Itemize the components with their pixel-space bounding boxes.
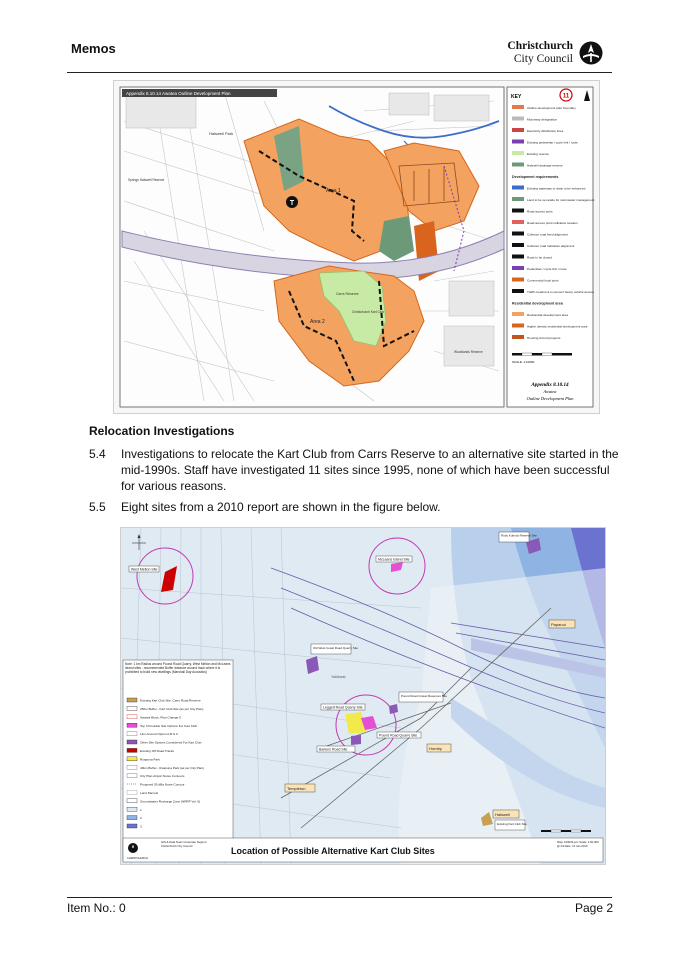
legend-label: Collector road indicative alignment — [527, 243, 575, 248]
old-west-label: Old West Coast Road Quarry Site — [313, 646, 358, 650]
legend-swatch — [127, 732, 137, 736]
barkers-site-marker — [351, 735, 361, 745]
legend-swatch — [512, 232, 524, 236]
legend-label: Existing waterway or drain to be enhanced — [527, 186, 586, 191]
legend-swatch — [127, 765, 137, 769]
area-2-label: Area 2 — [310, 319, 325, 325]
templeton-label: Templeton — [287, 786, 306, 791]
odp-caption-line-3: Outline Development Plan — [526, 396, 574, 401]
legend-swatch — [512, 163, 524, 167]
figure-awatea-odp — [113, 80, 600, 414]
legend-swatch — [127, 723, 137, 727]
legend-label: Motorway designation — [527, 117, 558, 122]
legend-swatch — [512, 289, 524, 293]
legend-label: Housing Accord projects — [527, 335, 561, 340]
section-heading: Relocation Investigations — [89, 424, 235, 438]
document-type-title: Memos — [71, 41, 116, 56]
paragraph-number: 5.5 — [89, 500, 106, 514]
legend-swatch — [512, 140, 524, 144]
svg-text:CHRISTCHURCH: CHRISTCHURCH — [127, 857, 148, 860]
legend-label: 1km Around Option A,B & C — [140, 732, 179, 737]
legend-label: Commercial focal point — [527, 278, 559, 283]
legend-swatch — [512, 105, 524, 109]
legend-label: Higher density residential development area — [527, 324, 588, 329]
pound-gravel-label: Pound Road Gravel Reserves Site — [401, 694, 447, 698]
west-melton-label: West Melton Site — [131, 567, 158, 572]
legend-label: Existing reserve — [527, 151, 550, 156]
legend-label: Halswell drainage reserve — [527, 163, 563, 168]
leggett-label: Leggett Road Quarry Site — [323, 705, 363, 710]
sites-map-title: Location of Possible Alternative Kart Club Sites — [231, 846, 435, 856]
legend-swatch — [512, 128, 524, 132]
existing-site-label: Existing Kart Club Site — [497, 822, 527, 826]
key-title: KEY — [511, 94, 522, 100]
legend-label: Land to be set aside for stormwater management — [527, 197, 595, 202]
legend-swatch — [127, 790, 137, 794]
council-logo — [498, 40, 603, 68]
figure-alternative-sites — [120, 527, 606, 865]
odp-caption-line-2: Awatea — [543, 389, 557, 394]
legend-swatch — [127, 824, 137, 828]
legend-swatch — [512, 197, 524, 201]
legend-swatch — [512, 117, 524, 121]
item-number: Item No.: 0 — [67, 901, 126, 915]
sites-note: Note: 1 km Radius around Pound Road Quarry, West Melton and McLeans Island sites - recommended Buffer distance around track where it is prohibited to build new dwellings (Marshall Day Acoustics) — [125, 662, 231, 674]
footer-rule — [67, 897, 612, 898]
traffic-treatment-marker: T — [289, 200, 295, 207]
legend-label: City Plan Airport Noise Contours — [140, 774, 185, 779]
page-number: Page 2 — [575, 901, 614, 915]
odp-banner: Appendix 8.10.14 Awatea Outline Development Plan — [126, 91, 231, 96]
paragraph-number: 5.4 — [89, 447, 106, 461]
legend-label: Road access point — [527, 209, 553, 214]
legend-label: Residential development area — [512, 301, 563, 306]
legend-label: Top 3 Possible Site Options For Kart Club — [140, 723, 198, 728]
legend-swatch — [127, 799, 137, 803]
kart-club-label: Christchurch Kart Club — [352, 310, 385, 314]
legend-label: Existing pedestrian / cycle link / route — [527, 140, 578, 145]
legend-label: Road access point indicative location — [527, 220, 578, 225]
legend-swatch — [512, 220, 524, 224]
halswell-label: Halswell — [495, 812, 510, 817]
legend-label: 1 — [140, 807, 142, 812]
legend-swatch — [512, 209, 524, 213]
legend-swatch — [512, 243, 524, 247]
header-rule — [67, 72, 612, 73]
legend-swatch — [512, 186, 524, 190]
gis-team-credit: GIS & Data Team Corporate Support Christchurch City Council — [161, 841, 207, 848]
halswell-park-label: Halswell Park — [209, 131, 234, 136]
legend-swatch — [512, 335, 524, 339]
map-info: Map: 100029.pcx Scale: 1:60,000 @ A3 Date: 14 Jan 2010 — [557, 841, 599, 848]
legend-label: 40km Buffer - Ruapuna Park (as per City Plan) — [140, 765, 204, 770]
odp-scale-label: SCALE: 1:10000 — [512, 360, 535, 364]
council-emblem-icon — [579, 41, 603, 65]
legend-label: 2 — [140, 816, 142, 821]
legend-swatch — [512, 255, 524, 259]
barkers-label: Barkers Road Site — [319, 747, 348, 752]
legend-swatch — [127, 807, 137, 811]
legend-swatch — [127, 740, 137, 744]
ruby-label: Ruby Kubrick Reserve Site — [501, 533, 537, 538]
legend-label: Traffic treatment to prevent heavy vehicle access — [527, 289, 595, 294]
legend-label: Existing Kart Club Site, Carrs Road Reserve — [140, 698, 201, 703]
legend-label: Collector road fixed alignment — [527, 232, 568, 237]
legend-label: Road to be closed — [527, 255, 552, 260]
paragraph-text: Investigations to relocate the Kart Club from Carrs Reserve to an alternative site started in the mid-1990s. Staff have investigated 11 sites since 1995, none of which have been successful for various reasons. — [121, 447, 619, 493]
legend-label: Electricity distribution lines — [527, 128, 564, 133]
legend-swatch — [512, 324, 524, 328]
legend-label: Pedestrian / cycle link / route — [527, 266, 567, 271]
legend-label: Development requirements — [512, 174, 559, 179]
legend-label: Existing Off Road Tracks — [140, 749, 174, 753]
legend-label: 3 — [140, 824, 142, 829]
legend-label: Groundwater Recharge Zone (NRRP Vol. 6) — [140, 799, 201, 804]
pound-quarry-label: Pound Road Quarry Site — [379, 733, 418, 738]
legend-swatch — [127, 698, 137, 702]
woodlands-reserve-label: Woodlands Reserve — [454, 350, 483, 354]
carrs-reserve-label: Carrs Reserve — [336, 292, 359, 296]
legend-swatch — [127, 748, 137, 752]
legend-swatch — [512, 312, 524, 316]
legend-swatch — [127, 816, 137, 820]
legend-swatch — [127, 757, 137, 761]
legend-label: Outline development plan boundary — [527, 105, 576, 110]
legend-label: 250m Buffer - Kart Club Site (as per City Plan) — [140, 707, 204, 711]
legend-swatch — [512, 151, 524, 155]
legend-swatch — [512, 278, 524, 282]
legend-swatch — [127, 706, 137, 710]
logo-line-1: Christchurch — [507, 40, 573, 52]
legend-label: Land Parcels — [140, 791, 159, 795]
legend-label: Proposed 55 dBa Noise Contour — [140, 782, 185, 787]
springs-reserve-label: Springs Halswell Reserve — [128, 178, 165, 182]
area-1-label: Area 1 — [326, 188, 341, 194]
yaldhurst-label: Yaldhurst — [331, 675, 346, 679]
legend-label: Awatea Block, Plan Change 5 — [140, 715, 181, 720]
plan-number: 11 — [562, 93, 570, 100]
legend-swatch — [127, 715, 137, 719]
papanui-label: Papanui — [551, 622, 566, 627]
paragraph-text: Eight sites from a 2010 report are shown in the figure below. — [121, 500, 441, 514]
legend-swatch — [127, 774, 137, 778]
legend-label: Ruapuna Park — [140, 757, 160, 762]
legend-label: Other Site Options Considered For Kart Club — [140, 740, 202, 745]
legend-label: Residential development area — [527, 312, 568, 317]
logo-line-2: City Council — [513, 53, 573, 65]
mcleans-label: McLeans Island Site — [378, 557, 410, 562]
legend-swatch — [512, 266, 524, 270]
odp-caption-line-1: Appendix 8.10.14 — [531, 382, 569, 388]
hornby-label: Hornby — [429, 746, 442, 751]
